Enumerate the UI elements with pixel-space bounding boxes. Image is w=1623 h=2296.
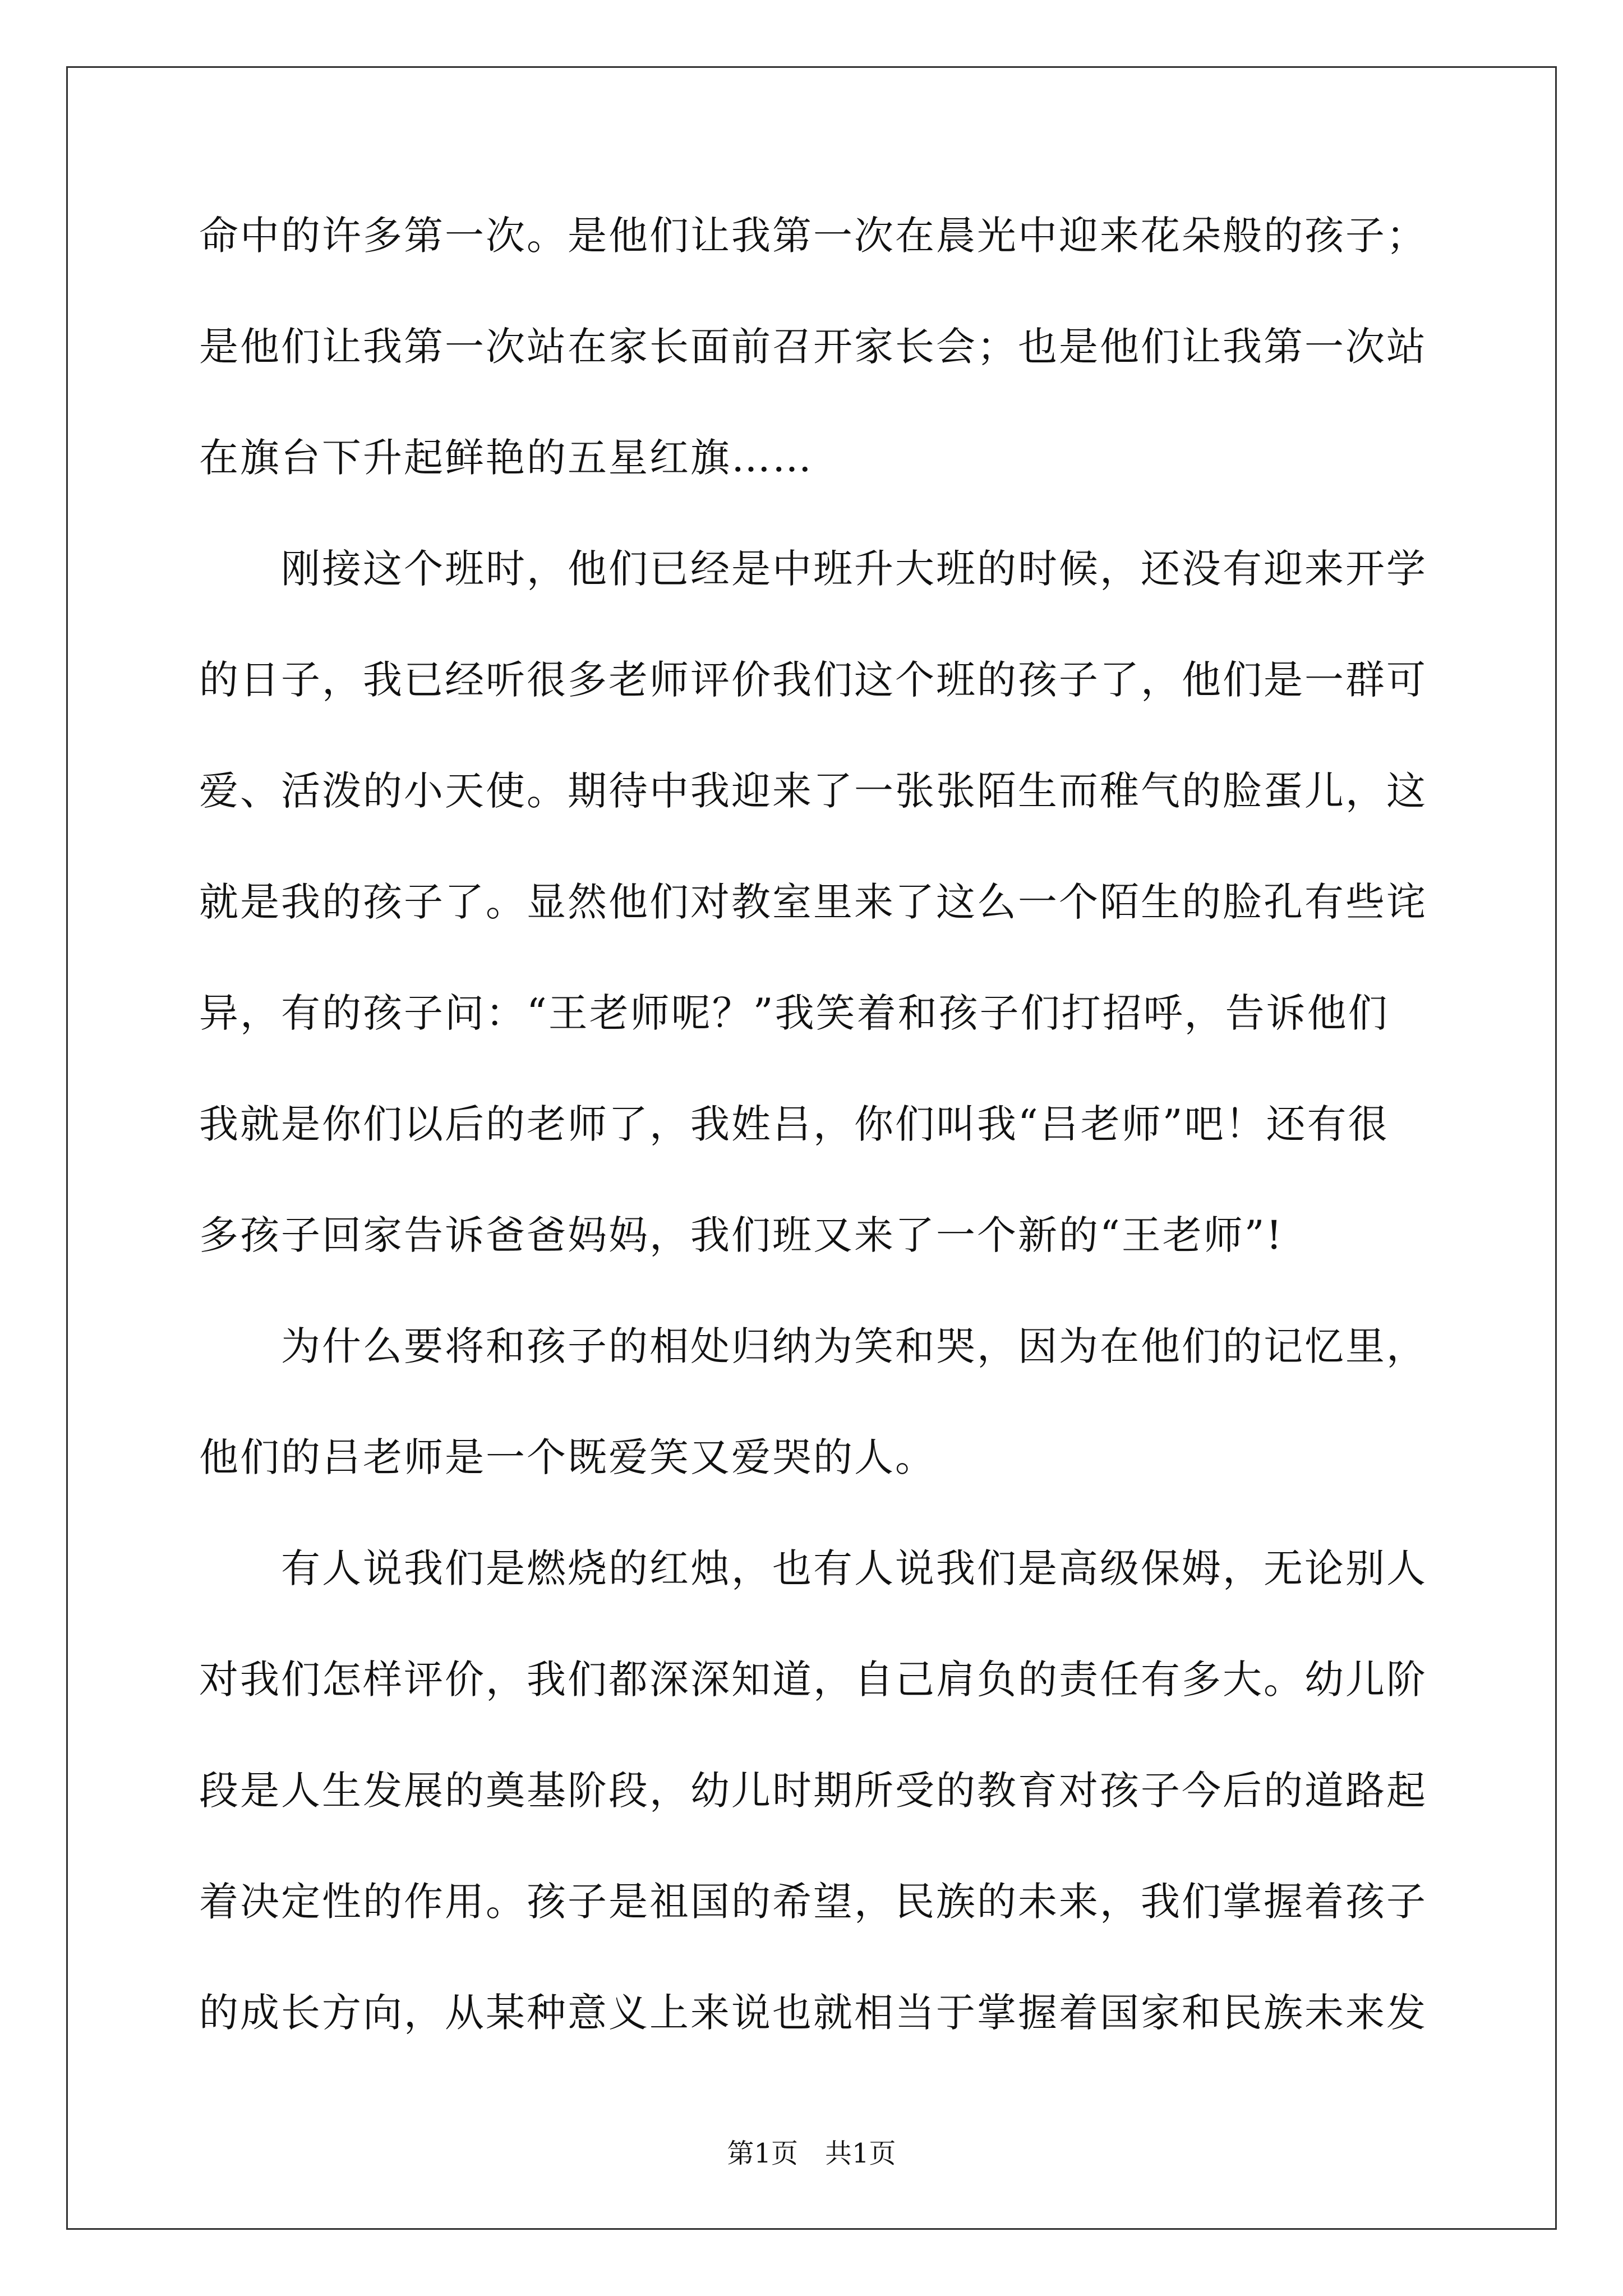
- page-number-footer: 第1页 共1页: [727, 2138, 896, 2169]
- text-line: 异，有的孩子问：“王老师呢？”我笑着和孩子们打招呼，告诉他们: [199, 990, 1389, 1036]
- text-line: 多孩子回家告诉爸爸妈妈，我们班又来了一个新的“王老师”!: [199, 1212, 1284, 1258]
- text-line: 爱、活泼的小天使。期待中我迎来了一张张陌生而稚气的脸蛋儿，这: [199, 768, 1427, 814]
- text-line: 的日子，我已经听很多老师评价我们这个班的孩子了，他们是一群可: [199, 657, 1427, 703]
- text-line: 对我们怎样评价，我们都深深知道，自己肩负的责任有多大。幼儿阶: [199, 1657, 1427, 1703]
- text-line: 他们的吕老师是一个既爱笑又爱哭的人。: [199, 1434, 936, 1480]
- text-line: 为什么要将和孩子的相处归纳为笑和哭，因为在他们的记忆里，: [199, 1323, 1427, 1369]
- text-line: 段是人生发展的奠基阶段，幼儿时期所受的教育对孩子今后的道路起: [199, 1768, 1427, 1814]
- text-line: 是他们让我第一次站在家长面前召开家长会；也是他们让我第一次站: [199, 324, 1427, 370]
- text-line: 有人说我们是燃烧的红烛，也有人说我们是高级保姆，无论别人: [199, 1545, 1427, 1591]
- text-line: 着决定性的作用。孩子是祖国的希望，民族的未来，我们掌握着孩子: [199, 1879, 1427, 1925]
- text-line: 在旗台下升起鲜艳的五星红旗……: [199, 435, 813, 481]
- text-line: 的成长方向，从某种意义上来说也就相当于掌握着国家和民族未来发: [199, 1990, 1427, 2036]
- text-line: 刚接这个班时，他们已经是中班升大班的时候，还没有迎来开学: [199, 546, 1427, 592]
- text-line: 我就是你们以后的老师了，我姓吕，你们叫我“吕老师”吧！还有很: [199, 1101, 1389, 1147]
- text-line: 命中的许多第一次。是他们让我第一次在晨光中迎来花朵般的孩子；: [199, 213, 1427, 259]
- text-line: 就是我的孩子了。显然他们对教室里来了这么一个陌生的脸孔有些诧: [199, 879, 1427, 925]
